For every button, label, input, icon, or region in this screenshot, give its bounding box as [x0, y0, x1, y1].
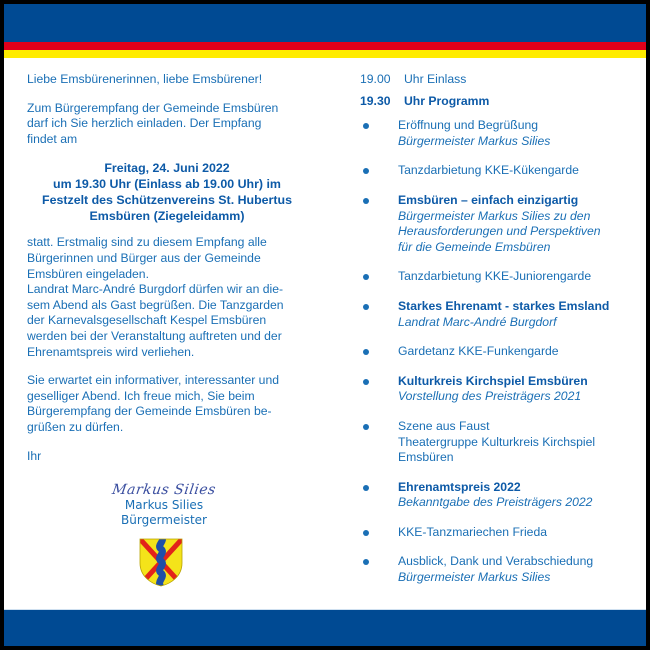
- bullet-icon: [363, 123, 369, 129]
- intro-paragraph: [27, 101, 307, 148]
- time-label: Uhr Programm: [404, 93, 490, 108]
- item-subtitle: Bürgermeister Markus Silies: [398, 133, 551, 148]
- event-location: Emsbüren (Ziegeleidamm): [89, 209, 245, 224]
- item-title: Gardetanz KKE-Funkengarde: [398, 344, 559, 359]
- closing-line: geselliger Abend. Ich freue mich, Sie beim: [27, 388, 255, 403]
- program-item: [360, 554, 640, 585]
- program-item: [360, 269, 640, 285]
- body-line: Landrat Marc-André Burgdorf dürfen wir an die-: [27, 282, 284, 297]
- time-value: 19.30: [360, 93, 391, 108]
- event-venue: Festzelt des Schützenvereins St. Hubertus: [42, 193, 292, 208]
- item-subtitle: Landrat Marc-André Burgdorf: [398, 314, 557, 329]
- program-item: [360, 193, 640, 255]
- item-title: Ehrenamtspreis 2022: [398, 479, 521, 494]
- bullet-icon: [363, 274, 369, 280]
- item-detail: Emsbüren: [398, 450, 454, 465]
- greeting: Liebe Emsbürenerinnen, liebe Emsbürener!: [27, 72, 263, 86]
- item-title: Emsbüren – einfach einzigartig: [398, 192, 579, 207]
- item-title: Tanzdarbietung KKE-Juniorengarde: [398, 269, 592, 284]
- time-value: 19.00: [360, 72, 391, 86]
- item-subtitle: für die Gemeinde Emsbüren: [398, 239, 551, 254]
- program-item: [360, 118, 640, 149]
- program-column: [360, 72, 640, 600]
- signer-name: Markus Silies: [124, 498, 204, 512]
- signature-block: [99, 482, 229, 528]
- header-red-stripe: [4, 42, 646, 50]
- event-time: um 19.30 Uhr (Einlass ab 19.00 Uhr) im: [53, 177, 281, 192]
- program-item: [360, 163, 640, 179]
- item-title: KKE-Tanzmariechen Frieda: [398, 524, 548, 539]
- program-item: [360, 344, 640, 360]
- intro-line: darf ich Sie herzlich einladen. Der Empfang: [27, 116, 262, 131]
- closing-line: Sie erwartet ein informativer, interessanter und: [27, 373, 279, 388]
- item-title: Ausblick, Dank und Verabschiedung: [398, 554, 594, 569]
- item-title: Starkes Ehrenamt - starkes Emsland: [398, 298, 610, 313]
- program-item: [360, 374, 640, 405]
- item-subtitle: Bürgermeister Markus Silies: [398, 570, 551, 585]
- event-details: [27, 160, 307, 224]
- item-subtitle: Bürgermeister Markus Silies zu den: [398, 208, 591, 223]
- intro-line: findet am: [27, 131, 78, 146]
- program-item: [360, 525, 640, 541]
- item-title: Szene aus Faust: [398, 418, 490, 433]
- program-item: [360, 480, 640, 511]
- time-label: Uhr Einlass: [404, 72, 467, 86]
- invitation-page: [4, 4, 646, 646]
- program-item: [360, 299, 640, 330]
- header-blue-band: [4, 4, 646, 42]
- bullet-icon: [363, 349, 369, 355]
- item-subtitle: Vorstellung des Preisträgers 2021: [398, 389, 582, 404]
- item-detail: Theatergruppe Kulturkreis Kirchspiel: [398, 434, 596, 449]
- footer-blue-band: [4, 609, 646, 646]
- letter-column: [27, 72, 307, 477]
- body-line: werden bei der Veranstaltung auftreten und der: [27, 328, 282, 343]
- signer-title: Bürgermeister: [121, 513, 207, 527]
- closing-line: Bürgerempfang der Gemeinde Emsbüren be-: [27, 404, 272, 419]
- item-title: Kulturkreis Kirchspiel Emsbüren: [398, 373, 588, 388]
- body-line: statt. Erstmalig sind zu diesem Empfang alle: [27, 235, 267, 250]
- time-row-program: [360, 94, 640, 110]
- bullet-icon: [363, 530, 369, 536]
- program-item: [360, 419, 640, 466]
- bullet-icon: [363, 559, 369, 565]
- coat-of-arms-icon: [138, 537, 184, 587]
- body-line: sem Abend als Gast begrüßen. Die Tanzgarden: [27, 297, 284, 312]
- header-yellow-stripe: [4, 50, 646, 58]
- closing-line: grüßen zu dürfen.: [27, 419, 124, 434]
- intro-line: Zum Bürgerempfang der Gemeinde Emsbüren: [27, 100, 279, 115]
- closing-paragraph: [27, 373, 307, 435]
- body-paragraph: [27, 235, 307, 360]
- bullet-icon: [363, 304, 369, 310]
- bullet-icon: [363, 485, 369, 491]
- body-line: Emsbüren eingeladen.: [27, 266, 149, 281]
- body-line: der Karnevalsgesellschaft Kespel Emsbüren: [27, 313, 267, 328]
- item-subtitle: Bekanntgabe des Preisträgers 2022: [398, 495, 593, 510]
- bullet-icon: [363, 198, 369, 204]
- time-row-entry: [360, 72, 640, 88]
- handwritten-signature: Markus Silies: [111, 482, 217, 498]
- event-date: Freitag, 24. Juni 2022: [104, 161, 230, 176]
- bullet-icon: [363, 168, 369, 174]
- body-line: Ehrenamtspreis wird verliehen.: [27, 344, 195, 359]
- item-title: Eröffnung und Begrüßung: [398, 118, 539, 133]
- item-title: Tanzdarbietung KKE-Kükengarde: [398, 163, 579, 178]
- bullet-icon: [363, 379, 369, 385]
- body-line: Bürgerinnen und Bürger aus der Gemeinde: [27, 250, 261, 265]
- sign-off: Ihr: [27, 448, 42, 463]
- item-subtitle: Herausforderungen und Perspektiven: [398, 224, 601, 239]
- bullet-icon: [363, 424, 369, 430]
